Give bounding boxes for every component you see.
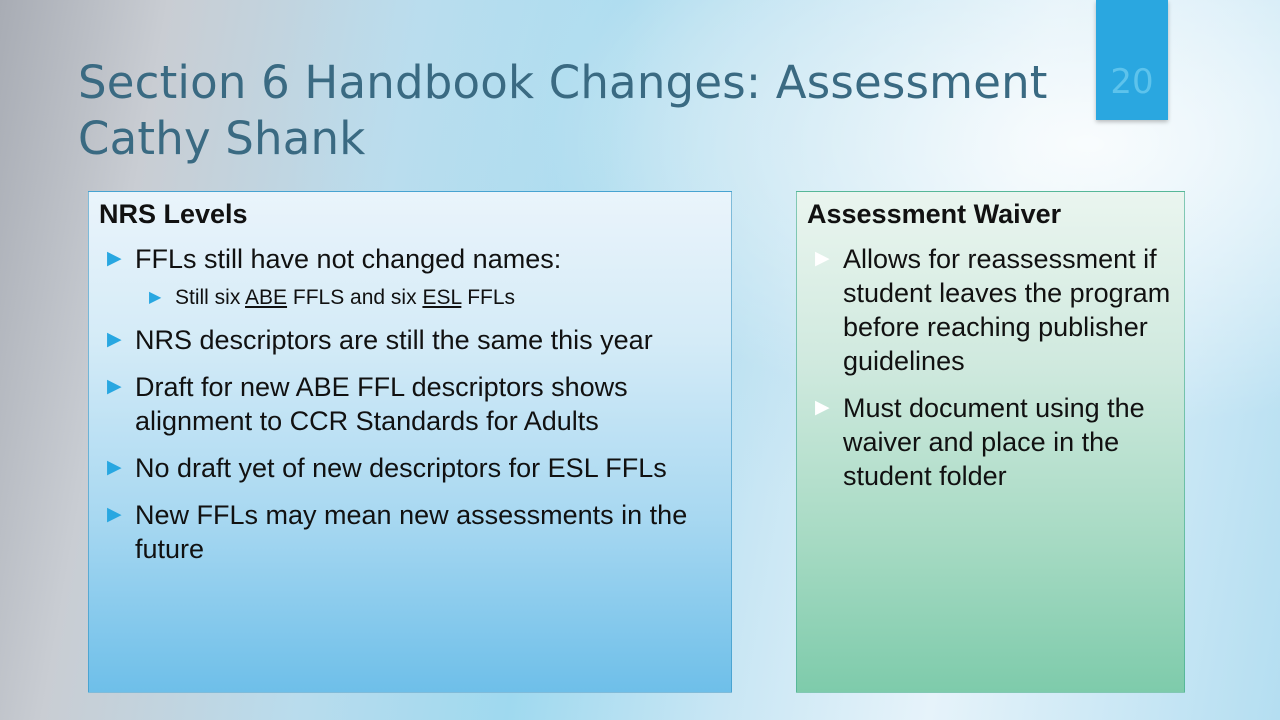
sub-list: [135, 284, 721, 312]
triangle-right-icon: ▶: [149, 289, 162, 306]
list-item-text: Allows for reassessment if student leaves the program before reaching publisher guidelines: [843, 244, 1171, 376]
list-item-text: FFLs still have not changed names:: [135, 244, 562, 274]
list-item-text: NRS descriptors are still the same this year: [135, 325, 653, 355]
sub-list-item: [135, 284, 721, 312]
assessment-waiver-list: [807, 242, 1174, 493]
page-number: 20: [1110, 62, 1154, 102]
abe-abbreviation: ABE: [245, 286, 288, 309]
list-item: [99, 451, 721, 485]
sub-text-part3: FFLs: [461, 286, 516, 309]
assessment-waiver-heading: Assessment Waiver: [807, 199, 1062, 229]
list-item-text: Draft for new ABE FFL descriptors shows alignment to CCR Standards for Adults: [135, 372, 628, 436]
list-item-text: Must document using the waiver and place in the student folder: [843, 393, 1145, 491]
triangle-right-icon: ▶: [107, 376, 122, 397]
slide-title: [78, 55, 1088, 167]
list-item-text: No draft yet of new descriptors for ESL FFLs: [135, 453, 667, 483]
title-line-1: Section 6 Handbook Changes: Assessment: [78, 56, 1048, 109]
title-line-2: Cathy Shank: [78, 112, 366, 165]
nrs-levels-panel[interactable]: [88, 191, 732, 693]
sub-text-part2: FFLS and six: [287, 286, 423, 309]
triangle-right-icon: ▶: [815, 248, 830, 269]
triangle-right-icon: ▶: [107, 504, 122, 525]
triangle-right-icon: ▶: [107, 329, 122, 350]
sub-text-part1: Still six: [175, 286, 246, 309]
esl-abbreviation: ESL: [422, 286, 462, 309]
list-item: [99, 370, 721, 438]
list-item: [807, 242, 1174, 378]
nrs-levels-heading: NRS Levels: [99, 199, 248, 229]
nrs-levels-list: [99, 242, 721, 566]
list-item: [807, 391, 1174, 493]
triangle-right-icon: ▶: [107, 457, 122, 478]
list-item: [99, 498, 721, 566]
triangle-right-icon: ▶: [107, 248, 122, 269]
assessment-waiver-panel[interactable]: [796, 191, 1185, 693]
list-item: [99, 323, 721, 357]
page-number-badge: [1096, 0, 1168, 120]
triangle-right-icon: ▶: [815, 397, 830, 418]
list-item: [99, 242, 721, 312]
list-item-text: New FFLs may mean new assessments in the future: [135, 500, 688, 564]
